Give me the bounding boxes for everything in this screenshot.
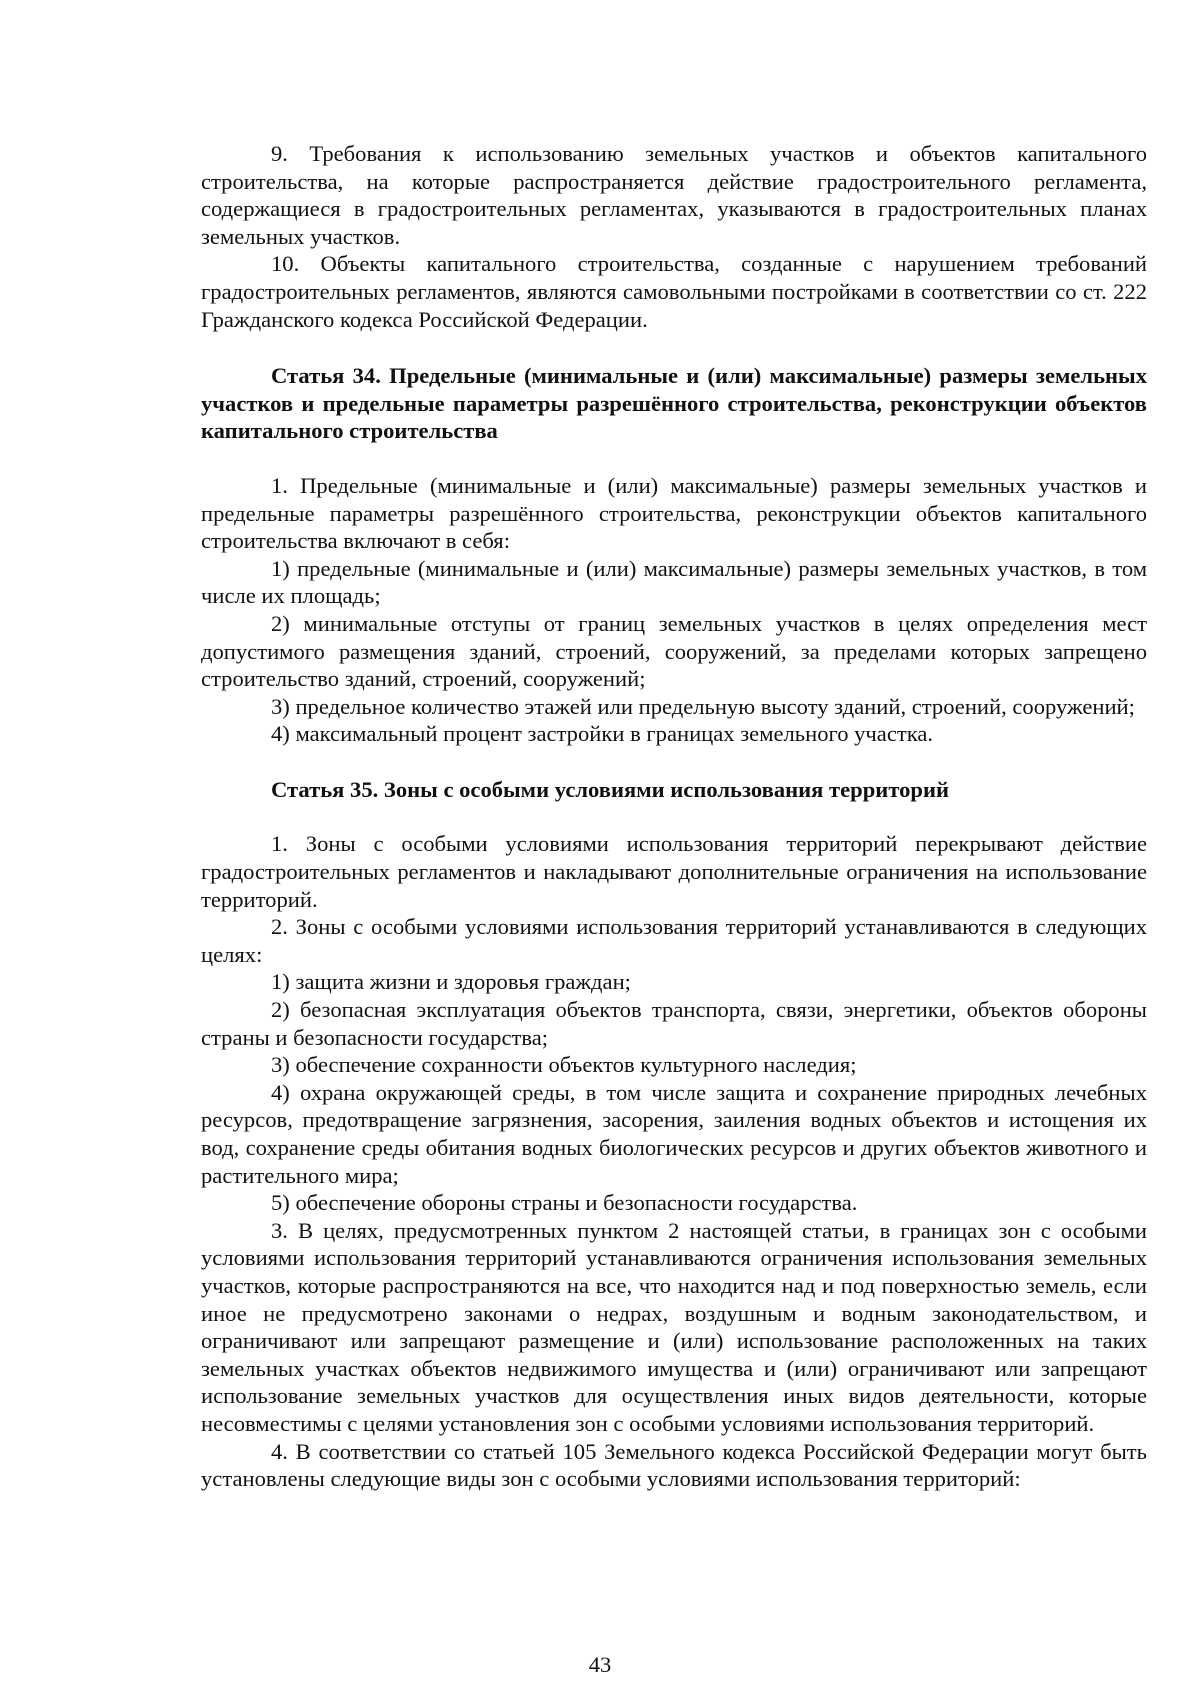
- article-35-paragraph: 2. Зоны с особыми условиями использования территорий устанавливаются в следующих целях:: [201, 914, 1147, 967]
- article-35-paragraph: 4) охрана окружающей среды, в том числе защита и сохранение природных лечебных ресурсов, предотвращение загрязнения, засорения, заиления водных объектов и истощения их вод, сохранение среды обитания водных биологических ресурсов и других объектов животного и растительного мира;: [201, 1079, 1147, 1188]
- article-34-paragraph: 1) предельные (минимальные и (или) максимальные) размеры земельных участков, в том числе их площадь;: [201, 555, 1147, 609]
- document-page: [201, 140, 1147, 1493]
- article-34-paragraph: 4) максимальный процент застройки в границах земельного участка.: [271, 721, 934, 747]
- article-35-paragraph: 2) безопасная эксплуатация объектов транспорта, связи, энергетики, объектов обороны страны и безопасности государства;: [201, 997, 1147, 1050]
- article-35-paragraph: 5) обеспечение обороны страны и безопасности государства.: [271, 1190, 858, 1216]
- article-34-paragraph: 3) предельное количество этажей или предельную высоту зданий, строений, сооружений;: [271, 693, 1135, 719]
- article-35-paragraph: 4. В соответствии со статьей 105 Земельного кодекса Российской Федерации могут быть установлены следующие виды зон с особыми условиями использования территорий:: [201, 1438, 1147, 1492]
- article-35-paragraph: 1. Зоны с особыми условиями использования территорий перекрывают действие градостроительных регламентов и накладывают дополнительные ограничения на использование территорий.: [201, 831, 1147, 912]
- article-34-paragraph: 2) минимальные отступы от границ земельных участков в целях определения мест допустимого размещения зданий, строений, сооружений, за пределами которых запрещено строительство зданий, строений, сооружений;: [201, 610, 1147, 692]
- article-34-paragraph: 1. Предельные (минимальные и (или) максимальные) размеры земельных участков и предельные параметры разрешённого строительства, реконструкции объектов капитального строительства включают в себя:: [201, 472, 1147, 554]
- paragraph-9: 9. Требования к использованию земельных участков и объектов капитального строительства, на которые распространяется действие градостроительного регламента, содержащиеся в градостроительных регламентах, указываются в градостроительных планах земельных участков.: [201, 141, 1147, 249]
- article-35-paragraph: 3) обеспечение сохранности объектов культурного наследия;: [271, 1052, 857, 1078]
- article-35-paragraph: 1) защита жизни и здоровья граждан;: [271, 969, 631, 995]
- paragraph-10: 10. Объекты капитального строительства, созданные с нарушением требований градостроительных регламентов, являются самовольными постройками в соответствии со ст. 222 Гражданского кодекса Российской Федерации.: [201, 251, 1147, 332]
- article-34-heading: Статья 34. Предельные (минимальные и (или) максимальные) размеры земельных участков и предельные параметры разрешённого строительства, реконструкции объектов капитального строительства: [201, 363, 1147, 444]
- page-number: 43: [588, 1652, 612, 1677]
- article-35-heading: Статья 35. Зоны с особыми условиями использования территорий: [271, 776, 950, 802]
- article-35-paragraph: 3. В целях, предусмотренных пунктом 2 настоящей статьи, в границах зон с особыми условиями использования территорий устанавливаются ограничения использования земельных участков, которые распространяются на все, что находится над и под поверхностью земель, если иное не предусмотрено законами о недрах, воздушным и водным законодательством, и ограничивают или запрещают размещение и (или) использование расположенных на таких земельных участках объектов недвижимого имущества и (или) ограничивают или запрещают использование земельных участков для осуществления иных видов деятельности, которые несовместимы с целями установления зон с особыми условиями использования территорий.: [201, 1217, 1147, 1436]
